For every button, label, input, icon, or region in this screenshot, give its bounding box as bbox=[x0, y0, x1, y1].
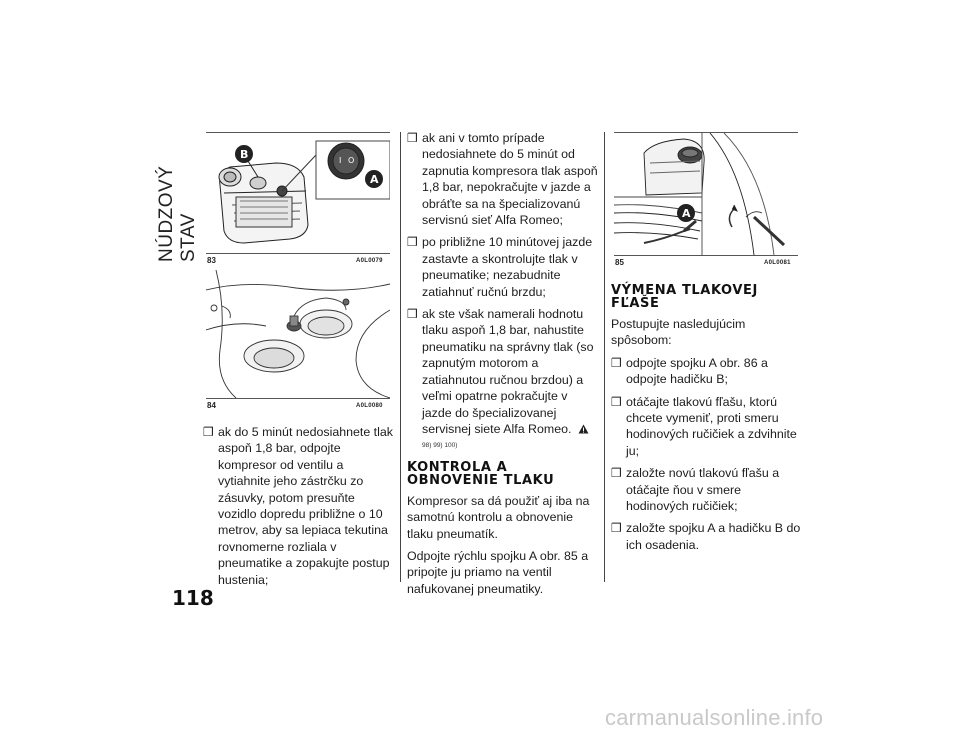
section-heading-vymena: VÝMENA TLAKOVEJ FĽAŠE bbox=[611, 283, 758, 311]
column-3-text bbox=[611, 280, 803, 559]
bullet-mark: ❒ bbox=[407, 307, 418, 322]
list-item bbox=[611, 355, 803, 388]
figure-85-number: 85 bbox=[615, 258, 624, 267]
figure-83-code: A0L0079 bbox=[356, 258, 383, 264]
bullet-mark: ❒ bbox=[611, 394, 622, 409]
list-item-text: založte novú tlakovú fľašu a otáčajte ňou v smere hodinových ručičiek; bbox=[626, 466, 780, 514]
figure-83-bottom-rule bbox=[206, 253, 390, 254]
list-item-text: odpojte spojku A obr. 86 a odpojte hadičku B; bbox=[626, 355, 768, 387]
figure-85-hose-valve-illustration bbox=[614, 133, 798, 255]
column-divider-1 bbox=[400, 132, 401, 582]
bullet-mark: ❒ bbox=[611, 355, 622, 370]
list-item-text: po približne 10 minútovej jazde zastavte a skontrolujte tlak v pneumatike; nezabudnite zatiahnuť ručnú brzdu; bbox=[422, 235, 593, 299]
figure-84-car-interior-illustration bbox=[206, 270, 390, 398]
list-item bbox=[611, 520, 803, 553]
page-number: 118 bbox=[172, 586, 214, 610]
section-title: NÚDZOVÝ STAV bbox=[156, 165, 199, 262]
list-item bbox=[407, 234, 599, 300]
figure-85-code: A0L0081 bbox=[764, 260, 791, 266]
figure-84-bottom-rule bbox=[206, 398, 390, 399]
list-item bbox=[407, 130, 599, 228]
figure-84-code: A0L0080 bbox=[356, 403, 383, 409]
warning-triangle-icon bbox=[578, 424, 589, 434]
figure-83-label-a: A bbox=[370, 173, 379, 186]
bullet-mark: ❒ bbox=[407, 235, 418, 250]
section-heading-kontrola: KONTROLA A OBNOVENIE TLAKU bbox=[407, 459, 555, 488]
paragraph: Odpojte rýchlu spojku A obr. 85 a pripojte ju priamo na ventil nafukovanej pneumatiky. bbox=[407, 548, 589, 596]
svg-text:I: I bbox=[339, 156, 342, 165]
list-item-text: otáčajte tlakovú fľašu, ktorú chcete vymeniť, proti smeru hodinových ručičiek a zdvihnite ju; bbox=[626, 394, 797, 458]
list-item-text: založte spojku A a hadičku B do ich osadenia. bbox=[626, 521, 801, 552]
watermark-text: carmanualsonline.info bbox=[605, 705, 824, 730]
list-item-text: ak ste však namerali hodnotu tlaku aspoň 1,8 bar, nahustite pneumatiku na správny tlak (so zapnutým motorom a zatiahnutou ručnou brzdou) a veľmi opatrne pokračujte v jazde do špecializovanej servisnej siete Alfa Romeo. bbox=[422, 307, 594, 436]
column-2-text bbox=[407, 130, 599, 603]
bullet-mark: ❒ bbox=[611, 521, 622, 536]
figure-85-bottom-rule bbox=[614, 255, 798, 256]
list-item bbox=[611, 465, 803, 514]
bullet-mark: ❒ bbox=[203, 425, 214, 439]
list-item-text: ak ani v tomto prípade nedosiahnete do 5 minút od zapnutia kompresora tlak aspoň 1,8 bar, nepokračujte v jazde a obráťte sa na špecializovanú servisnú sieť Alfa Romeo; bbox=[422, 131, 598, 228]
bullet-mark: ❒ bbox=[611, 466, 622, 481]
list-item bbox=[407, 306, 599, 455]
warning-references: 98) 99) 100) bbox=[422, 442, 458, 450]
paragraph: Kompresor sa dá použiť aj iba na samotnú kontrolu a obnovenie tlaku pneumatík. bbox=[407, 493, 590, 541]
figure-83-compressor-illustration bbox=[206, 133, 390, 253]
figure-83-number: 83 bbox=[207, 256, 216, 265]
figure-85-label-a: A bbox=[682, 207, 691, 220]
figure-83-label-b: B bbox=[240, 148, 249, 161]
list-item bbox=[203, 424, 395, 588]
list-item bbox=[611, 394, 803, 460]
bullet-mark: ❒ bbox=[407, 131, 418, 145]
figure-84-number: 84 bbox=[207, 401, 216, 410]
column-1-text bbox=[203, 424, 395, 594]
paragraph: Postupujte nasledujúcim spôsobom: bbox=[611, 317, 746, 348]
list-item-text: ak do 5 minút nedosiahnete tlak aspoň 1,8 bar, odpojte kompresor od ventilu a vytiahnite jeho zástrčku zo zásuvky, potom presuňte vozidlo dopredu približne o 10 metrov, aby sa lepiaca tekutina rovnomerne rozliala v pneumatike a zopakujte postup hustenia; bbox=[218, 425, 393, 587]
svg-text:O: O bbox=[348, 156, 355, 165]
column-divider-2 bbox=[604, 132, 605, 582]
